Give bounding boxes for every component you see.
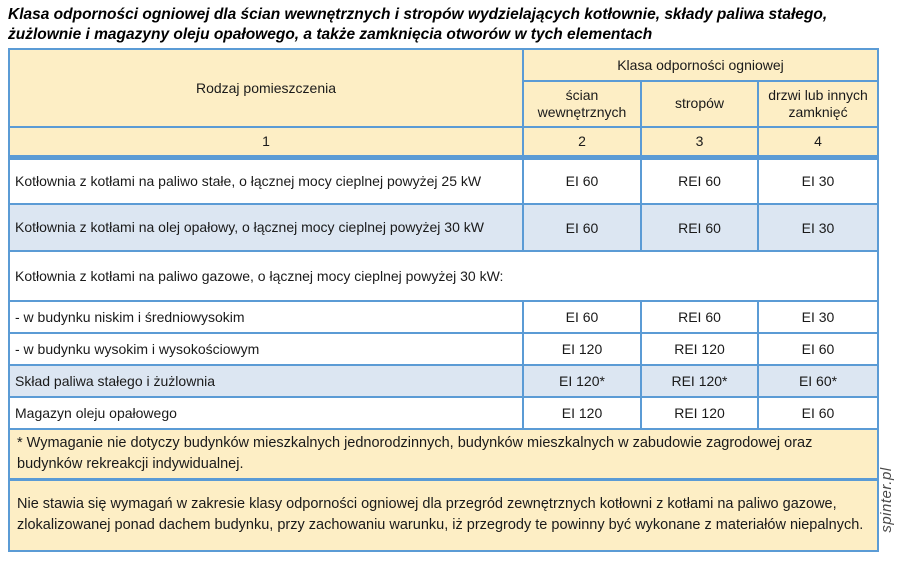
table-row — [9, 365, 878, 397]
row-value: EI 60* — [758, 365, 878, 397]
row-value: REI 120 — [641, 397, 758, 429]
row-value: EI 30 — [758, 204, 878, 251]
row-label: Kotłownia z kotłami na olej opałowy, o łącznej mocy cieplnej powyżej 30 kW — [9, 204, 523, 251]
row-label: - w budynku niskim i średniowysokim — [9, 301, 523, 333]
watermark-spinter-pl: spinter.pl — [878, 467, 895, 533]
row-value: EI 60 — [523, 157, 641, 204]
row-value: EI 30 — [758, 301, 878, 333]
column-number-2: 2 — [523, 127, 641, 157]
table-row — [9, 397, 878, 429]
footnote-row — [9, 429, 878, 480]
column-header-internal-walls: ścian wewnętrznych — [523, 81, 641, 127]
row-value: EI 60 — [523, 204, 641, 251]
column-number-3: 3 — [641, 127, 758, 157]
row-value: EI 30 — [758, 157, 878, 204]
column-header-doors-closures: drzwi lub innych zamknięć — [758, 81, 878, 127]
row-value: EI 120* — [523, 365, 641, 397]
footnote-row — [9, 480, 878, 551]
document-title: Klasa odporności ogniowej dla ścian wewnętrznych i stropów wydzielających kotłownie, składy paliwa stałego, żużlownie i magazyny oleju opałowego, a także zamknięcia otworów w tych elementach — [8, 6, 828, 44]
table-row — [9, 204, 878, 251]
row-label: Skład paliwa stałego i żużlownia — [9, 365, 523, 397]
row-value: EI 60 — [523, 301, 641, 333]
row-value: EI 120 — [523, 333, 641, 365]
row-value: REI 60 — [641, 204, 758, 251]
table-header — [9, 49, 878, 157]
row-value: REI 60 — [641, 301, 758, 333]
row-value: REI 120 — [641, 333, 758, 365]
fire-resistance-table — [8, 48, 879, 552]
column-header-ceilings: stropów — [641, 81, 758, 127]
table-row — [9, 301, 878, 333]
row-value: REI 120* — [641, 365, 758, 397]
table-row — [9, 157, 878, 204]
footnote-general: Nie stawia się wymagań w zakresie klasy odporności ogniowej dla przegród zewnętrznych kotłowni z kotłami na paliwo gazowe, zlokalizowanej ponad dachem budynku, przy zachowaniu warunku, iż przegrody te powinny być wykonane z materiałów niepalnych. — [9, 480, 878, 551]
row-label: Kotłownia z kotłami na paliwo stałe, o łącznej mocy cieplnej powyżej 25 kW — [9, 157, 523, 204]
row-label: - w budynku wysokim i wysokościowym — [9, 333, 523, 365]
row-value: EI 60 — [758, 397, 878, 429]
row-value: REI 60 — [641, 157, 758, 204]
row-label: Magazyn oleju opałowego — [9, 397, 523, 429]
table-body — [9, 157, 878, 551]
row-value: EI 60 — [758, 333, 878, 365]
footnote-asterisk: * Wymaganie nie dotyczy budynków mieszkalnych jednorodzinnych, budynków mieszkalnych w zabudowie zagrodowej oraz budynków rekreakcji indywidualnej. — [9, 429, 878, 480]
column-number-1: 1 — [9, 127, 523, 157]
column-group-header-fire-class: Klasa odporności ogniowej — [523, 49, 878, 81]
column-header-room-type: Rodzaj pomieszczenia — [9, 49, 523, 127]
row-value: EI 120 — [523, 397, 641, 429]
row-label-full-width: Kotłownia z kotłami na paliwo gazowe, o łącznej mocy cieplnej powyżej 30 kW: — [9, 251, 878, 301]
table-row — [9, 251, 878, 301]
column-number-4: 4 — [758, 127, 878, 157]
table-row — [9, 333, 878, 365]
